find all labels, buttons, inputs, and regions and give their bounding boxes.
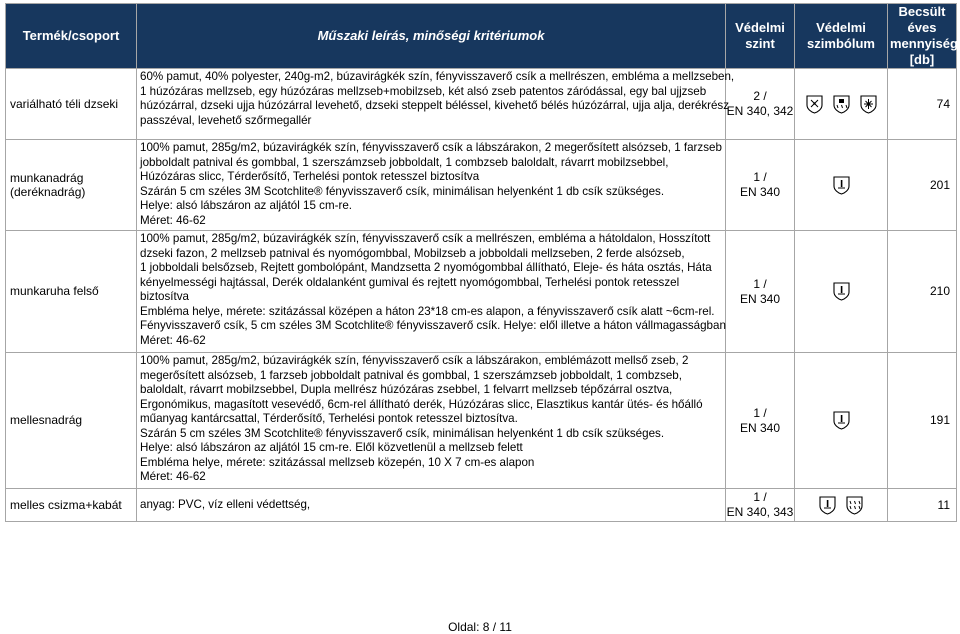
row-description: 100% pamut, 285g/m2, búzavirágkék szín, fényvisszaverő csík a lábszárakon, 2 megerősített alsózseb, 1 farzseb jobboldalt patnival és gombbal, 1 szerszámzseb jobboldalt, 1 combzseb baloldalt, rávarrt mobilzsebbel, Húzózáras slicc, Térderősítő, Terhelési pontok retesszel biztosítva Szárán 5 cm széles 3M Scotchlite® fényvisszaverő csík, minimálisan helyenként 1 db csík szükséges. Helye: alsó lábszáron az aljától 15 cm-re. Méret: 46-62	[137, 140, 726, 231]
row-protection-symbols	[795, 489, 888, 522]
cold-snowflake-icon	[860, 95, 877, 114]
header-level: Védelmi szint	[726, 4, 795, 69]
row-description: 100% pamut, 285g/m2, búzavirágkék szín, fényvisszaverő csík a lábszárakon, emblémázott mellső zseb, 2 megerősített alsózseb, 1 farzseb jobboldalt patnival és gombbal, 1 szerszámzseb jobboldalt, 1 combzseb, baloldalt, rávarrt mobilzsebbel, Dupla mellrész húzózáras zsebbel, 1 felvarrt mellzseb tépőzárral osztva, Ergonómikus, magasított vesevédő, 6cm-rel állítható derék, Húzózáras slicc, Elasztikus kantár ütés- és hőálló műanyag kantárcsattal, Térderősítő, Terhelési pontok retesszel biztosítva. Szárán 5 cm széles 3M Scotchlite® fényvisszaverő csík, minimálisan helyenként 1 db csík szükséges. Helye: alsó lábszáron az aljától 15 cm-re. Elől közvetlenül a mellzseb felett Embléma helye, mérete: szitázással mellzseb közepén, 10 X 7 cm-es alapon Méret: 46-62	[137, 353, 726, 489]
rain-shield-icon	[833, 95, 850, 114]
row-quantity: 210	[888, 231, 957, 353]
row-description: anyag: PVC, víz elleni védettség,	[137, 489, 726, 522]
page-number: Oldal: 8 / 11	[448, 620, 512, 634]
safety-shield-icon	[806, 95, 823, 114]
info-shield-icon	[833, 282, 850, 301]
row-description: 60% pamut, 40% polyester, 240g-m2, búzavirágkék szín, fényvisszaverő csík a mellrészen, embléma a mellzseben, 1 húzózáras mellzseb, egy húzózáras mellzseb+mobilzseb, két alsó zseb patentos záródással, egy bal ujjzseb húzózárral, dzseki ujja húzózárral levehető, dzseki steppelt béléssel, kivehető bélés húzózárral, ujja alja, derékrész passzéval, levehető szőrmegallér	[137, 69, 726, 140]
table-row	[6, 69, 957, 140]
row-quantity: 11	[888, 489, 957, 522]
row-protection-level: 1 / EN 340, 343	[726, 489, 795, 522]
info-shield-icon	[833, 176, 850, 195]
header-symbol: Védelmi szimbólum	[795, 4, 888, 69]
rain-shield-icon	[846, 496, 863, 515]
row-protection-level: 1 / EN 340	[726, 353, 795, 489]
header-row	[6, 4, 957, 69]
row-protection-symbols	[795, 140, 888, 231]
row-quantity: 201	[888, 140, 957, 231]
row-quantity: 191	[888, 353, 957, 489]
table-row	[6, 231, 957, 353]
row-category: munkaruha felső	[6, 231, 137, 353]
row-category: variálható téli dzseki	[6, 69, 137, 140]
row-description: 100% pamut, 285g/m2, búzavirágkék szín, fényvisszaverő csík a mellrészen, embléma a hátoldalon, Hosszított dzseki fazon, 2 mellzseb patnival és nyomógombbal, Mobilzseb a jobboldali mellzseben, 2 ferde alsózseb, 1 jobboldali belsőzseb, Rejtett gombolópánt, Mandzsetta 2 nyomógombbal állítható, Eleje- és háta osztás, Háta kényelmességi hajtással, Derék oldalanként gumival és rejtett nyomógombbal, Terhelési pontok retesszel biztosítva Embléma helye, mérete: szitázással középen a háton 23*18 cm-es alapon, a fényvisszaverő csík alatt ~6cm-rel. Fényvisszaverő csík, 5 cm széles 3M Scotchlite® fényvisszaverő csík. Helye: elől illetve a háton vállmagasságban Méret: 46-62	[137, 231, 726, 353]
row-quantity: 74	[888, 69, 957, 140]
row-category: melles csizma+kabát	[6, 489, 137, 522]
table-row	[6, 489, 957, 522]
row-protection-level: 1 / EN 340	[726, 231, 795, 353]
product-table	[5, 3, 957, 522]
header-category: Termék/csoport	[6, 4, 137, 69]
table-row	[6, 140, 957, 231]
row-protection-symbols	[795, 231, 888, 353]
row-protection-symbols	[795, 353, 888, 489]
row-protection-level: 2 / EN 340, 342	[726, 69, 795, 140]
row-category: mellesnadrág	[6, 353, 137, 489]
row-category: munkanadrág (deréknadrág)	[6, 140, 137, 231]
info-shield-icon	[819, 496, 836, 515]
table-row	[6, 353, 957, 489]
row-protection-symbols	[795, 69, 888, 140]
info-shield-icon	[833, 411, 850, 430]
row-protection-level: 1 / EN 340	[726, 140, 795, 231]
header-description: Műszaki leírás, minőségi kritériumok	[137, 4, 726, 69]
header-quantity: Becsült éves mennyiség [db]	[888, 4, 957, 69]
